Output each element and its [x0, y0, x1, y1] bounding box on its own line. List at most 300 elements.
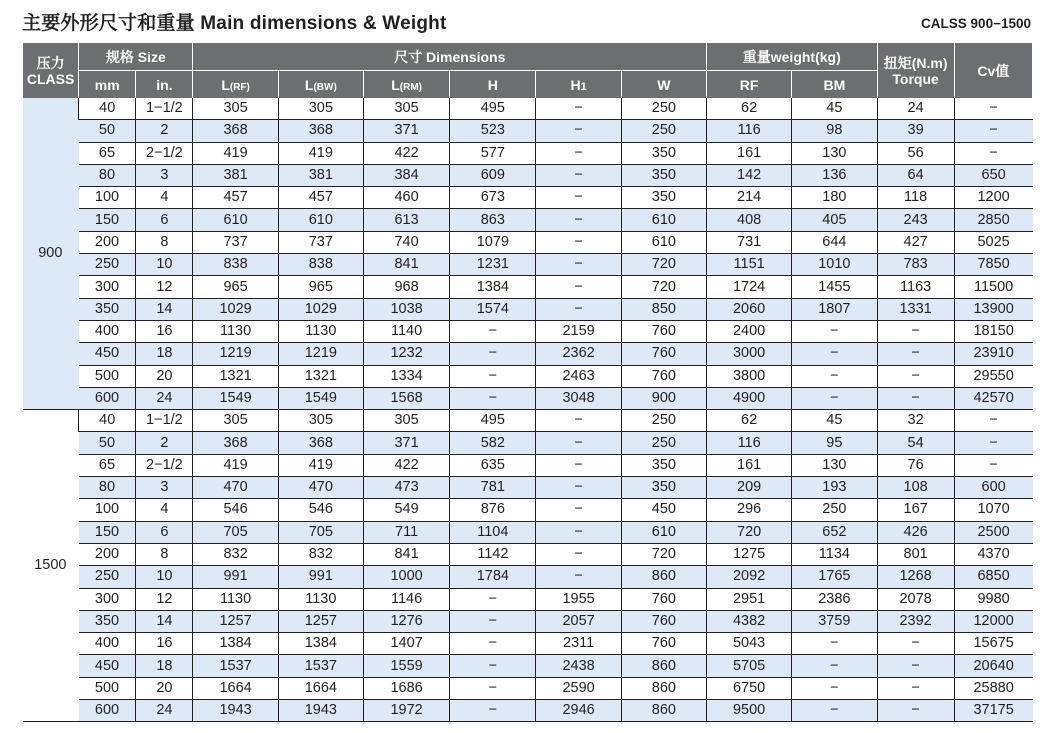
h-cell: 1574 — [450, 298, 536, 320]
size-in-cell: 18 — [136, 655, 193, 677]
l-rm-cell: 613 — [363, 209, 449, 231]
size-in-cell: 8 — [136, 231, 193, 253]
weight-rf-cell: 2060 — [707, 298, 792, 320]
weight-bm-cell: 2386 — [792, 588, 877, 610]
l-bw-cell: 705 — [278, 521, 363, 543]
size-in-cell: 2 — [136, 120, 193, 142]
weight-bm-cell: − — [792, 700, 877, 722]
w-cell: 860 — [621, 700, 706, 722]
class-header-cn: 压力 — [36, 54, 65, 71]
l-rm-cell: 740 — [363, 231, 449, 253]
size-in-cell: 12 — [136, 276, 193, 298]
table-row — [23, 633, 1033, 655]
h-cell: 495 — [450, 98, 536, 120]
weight-rf-cell: 62 — [707, 98, 792, 120]
weight-bm-cell: 130 — [792, 142, 877, 164]
l-rf-cell: 1257 — [193, 610, 278, 632]
class-cell: 1500 — [23, 410, 79, 722]
h-cell: − — [450, 633, 536, 655]
weight-rf-cell: 6750 — [707, 677, 792, 699]
l-rf-cell: 1130 — [193, 588, 278, 610]
table-row — [23, 454, 1033, 476]
torque-cell: 243 — [877, 209, 954, 231]
w-cell: 350 — [621, 454, 706, 476]
w-cell: 250 — [621, 98, 706, 120]
h-cell: 577 — [450, 142, 536, 164]
l-rf-cell: 838 — [193, 254, 278, 276]
h1-cell: − — [536, 410, 621, 432]
l-rm-cell: 422 — [363, 454, 449, 476]
size-in-cell: 18 — [136, 343, 193, 365]
weight-bm-cell: 193 — [792, 477, 877, 499]
l-bw-cell: 305 — [278, 98, 363, 120]
l-rm-cell: 473 — [363, 477, 449, 499]
l-rm-cell: 422 — [363, 142, 449, 164]
h1-cell: − — [536, 231, 621, 253]
size-in-cell: 4 — [136, 499, 193, 521]
l-rf-cell: 381 — [193, 164, 278, 186]
size-mm-cell: 200 — [79, 543, 136, 565]
size-in-cell: 20 — [136, 365, 193, 387]
h-cell: − — [450, 320, 536, 342]
h1-cell: 2057 — [536, 610, 621, 632]
h1-cell: − — [536, 164, 621, 186]
cv-cell: 600 — [954, 477, 1032, 499]
l-rm-sub: (RM) — [399, 81, 422, 93]
l-bw-cell: 1029 — [278, 298, 363, 320]
l-bw-cell: 1664 — [278, 677, 363, 699]
size-in-cell: 24 — [136, 387, 193, 409]
l-rf-cell: 1219 — [193, 343, 278, 365]
l-rf-cell: 1549 — [193, 387, 278, 409]
table-row — [23, 387, 1033, 409]
l-rm-cell: 371 — [363, 120, 449, 142]
weight-bm-cell: − — [792, 633, 877, 655]
l-rf-header — [193, 71, 278, 99]
h1-cell: 2946 — [536, 700, 621, 722]
h1-cell: − — [536, 209, 621, 231]
size-in-cell: 6 — [136, 209, 193, 231]
table-row — [23, 365, 1033, 387]
l-bw-cell: 419 — [278, 142, 363, 164]
l-rm-cell: 1232 — [363, 343, 449, 365]
weight-bm-cell: 652 — [792, 521, 877, 543]
h1-cell: 2463 — [536, 365, 621, 387]
h1-cell: − — [536, 543, 621, 565]
l-bw-cell: 965 — [278, 276, 363, 298]
cv-cell: 11500 — [954, 276, 1032, 298]
h-cell: 1104 — [450, 521, 536, 543]
l-rf-cell: 419 — [193, 454, 278, 476]
table-row — [23, 677, 1033, 699]
torque-cell: 24 — [877, 98, 954, 120]
weight-bm-cell: 1807 — [792, 298, 877, 320]
table-row — [23, 543, 1033, 565]
table-row — [23, 566, 1033, 588]
l-rm-cell: 549 — [363, 499, 449, 521]
weight-group-header: 重量weight(kg) — [707, 43, 878, 71]
size-mm-cell: 150 — [79, 521, 136, 543]
table-row — [23, 521, 1033, 543]
weight-rf-cell: 5043 — [707, 633, 792, 655]
l-bw-cell: 1943 — [278, 700, 363, 722]
h1-cell: 2438 — [536, 655, 621, 677]
weight-rf-cell: 5705 — [707, 655, 792, 677]
h-cell: 1384 — [450, 276, 536, 298]
weight-rf-cell: 296 — [707, 499, 792, 521]
h1-header — [536, 71, 621, 99]
size-in-cell: 2 — [136, 432, 193, 454]
torque-cell: 1331 — [877, 298, 954, 320]
w-cell: 760 — [621, 343, 706, 365]
w-cell: 760 — [621, 633, 706, 655]
table-row — [23, 320, 1033, 342]
w-cell: 250 — [621, 432, 706, 454]
weight-bm-cell: 250 — [792, 499, 877, 521]
table-row — [23, 209, 1033, 231]
torque-cell: − — [877, 633, 954, 655]
size-mm-cell: 400 — [79, 633, 136, 655]
w-cell: 850 — [621, 298, 706, 320]
h-cell: 1079 — [450, 231, 536, 253]
table-row — [23, 120, 1033, 142]
size-mm-cell: 350 — [79, 298, 136, 320]
torque-header-en: Torque — [892, 70, 939, 87]
w-cell: 450 — [621, 499, 706, 521]
torque-cell: 2392 — [877, 610, 954, 632]
torque-cell: 427 — [877, 231, 954, 253]
cv-cell: 23910 — [954, 343, 1032, 365]
table-row — [23, 98, 1033, 120]
l-rf-cell: 1321 — [193, 365, 278, 387]
h-cell: − — [450, 387, 536, 409]
l-rm-cell: 968 — [363, 276, 449, 298]
w-cell: 350 — [621, 142, 706, 164]
size-in-cell: 2−1/2 — [136, 454, 193, 476]
l-rf-cell: 1130 — [193, 320, 278, 342]
size-mm-cell: 40 — [79, 410, 136, 432]
h1-cell: − — [536, 499, 621, 521]
size-mm-cell: 400 — [79, 320, 136, 342]
table-row — [23, 343, 1033, 365]
l-rm-cell: 305 — [363, 98, 449, 120]
l-rm-cell: 711 — [363, 521, 449, 543]
l-rf-cell: 305 — [193, 410, 278, 432]
l-rm-cell: 460 — [363, 187, 449, 209]
weight-rf-cell: 161 — [707, 142, 792, 164]
h1-cell: 2311 — [536, 633, 621, 655]
l-rf-cell: 832 — [193, 543, 278, 565]
cv-cell: 1070 — [954, 499, 1032, 521]
page-title: 主要外形尺寸和重量 Main dimensions & Weight — [22, 13, 447, 34]
weight-bm-cell: − — [792, 320, 877, 342]
w-cell: 350 — [621, 164, 706, 186]
torque-cell: − — [877, 343, 954, 365]
l-bw-cell: 991 — [278, 566, 363, 588]
size-in-cell: 14 — [136, 298, 193, 320]
l-bw-cell: 1257 — [278, 610, 363, 632]
w-cell: 720 — [621, 254, 706, 276]
h1-cell: − — [536, 254, 621, 276]
table-row — [23, 231, 1033, 253]
l-rm-cell: 384 — [363, 164, 449, 186]
cv-cell: 29550 — [954, 365, 1032, 387]
weight-bm-cell: 136 — [792, 164, 877, 186]
weight-rf-cell: 3800 — [707, 365, 792, 387]
cv-cell: 2850 — [954, 209, 1032, 231]
table-body — [23, 98, 1033, 722]
w-cell: 610 — [621, 231, 706, 253]
l-rm-header — [363, 71, 449, 99]
size-in-cell: 4 — [136, 187, 193, 209]
weight-rf-cell: 209 — [707, 477, 792, 499]
w-cell: 900 — [621, 387, 706, 409]
table-row — [23, 655, 1033, 677]
cv-cell: − — [954, 120, 1032, 142]
table-row — [23, 610, 1033, 632]
weight-rf-cell: 408 — [707, 209, 792, 231]
l-bw-cell: 381 — [278, 164, 363, 186]
cv-cell: − — [954, 410, 1032, 432]
h1-cell: 1955 — [536, 588, 621, 610]
weight-bm-cell: 45 — [792, 410, 877, 432]
weight-bm-cell: 45 — [792, 98, 877, 120]
size-mm-cell: 500 — [79, 365, 136, 387]
cv-cell: 15675 — [954, 633, 1032, 655]
table-row — [23, 432, 1033, 454]
cv-cell: 7850 — [954, 254, 1032, 276]
weight-rf-cell: 9500 — [707, 700, 792, 722]
l-rm-cell: 841 — [363, 543, 449, 565]
size-mm-cell: 50 — [79, 120, 136, 142]
l-rf-cell: 737 — [193, 231, 278, 253]
table-row — [23, 254, 1033, 276]
size-in-cell: 1−1/2 — [136, 410, 193, 432]
size-in-cell: 12 — [136, 588, 193, 610]
h-cell: 781 — [450, 477, 536, 499]
weight-bm-cell: 98 — [792, 120, 877, 142]
l-bw-cell: 1549 — [278, 387, 363, 409]
table-row — [23, 700, 1033, 722]
weight-rf-cell: 720 — [707, 521, 792, 543]
size-mm-cell: 300 — [79, 588, 136, 610]
weight-rf-cell: 116 — [707, 120, 792, 142]
l-rf-sub: (RF) — [229, 81, 250, 93]
w-cell: 860 — [621, 677, 706, 699]
weight-rf-cell: 142 — [707, 164, 792, 186]
weight-bm-cell: 180 — [792, 187, 877, 209]
size-mm-cell: 100 — [79, 187, 136, 209]
cv-cell: − — [954, 432, 1032, 454]
torque-cell: 426 — [877, 521, 954, 543]
l-bw-cell: 546 — [278, 499, 363, 521]
cv-cell: 42570 — [954, 387, 1032, 409]
l-bw-sub: (BW) — [313, 81, 337, 93]
l-rf-cell: 368 — [193, 120, 278, 142]
l-rm-cell: 1568 — [363, 387, 449, 409]
torque-cell: − — [877, 387, 954, 409]
weight-rf-cell: 2400 — [707, 320, 792, 342]
h-header: H — [450, 71, 536, 99]
class-cell: 900 — [23, 98, 79, 410]
size-mm-cell: 600 — [79, 700, 136, 722]
h1-cell: − — [536, 98, 621, 120]
cv-cell: 12000 — [954, 610, 1032, 632]
cv-cell: 4370 — [954, 543, 1032, 565]
weight-rf-cell: 1724 — [707, 276, 792, 298]
l-rf-cell: 1029 — [193, 298, 278, 320]
table-row — [23, 477, 1033, 499]
weight-rf-cell: 1151 — [707, 254, 792, 276]
weight-bm-cell: − — [792, 343, 877, 365]
l-rf-cell: 610 — [193, 209, 278, 231]
size-mm-cell: 200 — [79, 231, 136, 253]
torque-cell: 76 — [877, 454, 954, 476]
size-in-cell: 16 — [136, 633, 193, 655]
w-cell: 350 — [621, 187, 706, 209]
weight-bm-cell: 130 — [792, 454, 877, 476]
cv-cell: 13900 — [954, 298, 1032, 320]
cv-cell: 6850 — [954, 566, 1032, 588]
l-rm-cell: 305 — [363, 410, 449, 432]
weight-bm-cell: 1010 — [792, 254, 877, 276]
size-mm-cell: 350 — [79, 610, 136, 632]
cv-cell: 1200 — [954, 187, 1032, 209]
l-rf-cell: 368 — [193, 432, 278, 454]
size-mm-cell: 450 — [79, 655, 136, 677]
l-bw-cell: 457 — [278, 187, 363, 209]
dimensions-group-header: 尺寸 Dimensions — [193, 43, 707, 71]
l-rm-cell: 371 — [363, 432, 449, 454]
w-cell: 720 — [621, 543, 706, 565]
weight-bm-cell: 1455 — [792, 276, 877, 298]
weight-rf-cell: 161 — [707, 454, 792, 476]
weight-rf-cell: 116 — [707, 432, 792, 454]
size-in-cell: 10 — [136, 566, 193, 588]
l-rm-cell: 841 — [363, 254, 449, 276]
h-cell: 582 — [450, 432, 536, 454]
h-cell: 673 — [450, 187, 536, 209]
weight-rf-cell: 3000 — [707, 343, 792, 365]
torque-cell: 64 — [877, 164, 954, 186]
cv-cell: 25880 — [954, 677, 1032, 699]
l-bw-cell: 470 — [278, 477, 363, 499]
h1-cell: − — [536, 142, 621, 164]
h-cell: − — [450, 343, 536, 365]
w-cell: 760 — [621, 588, 706, 610]
h1-cell: − — [536, 298, 621, 320]
w-cell: 860 — [621, 655, 706, 677]
torque-cell: 2078 — [877, 588, 954, 610]
w-cell: 250 — [621, 410, 706, 432]
cv-cell: − — [954, 98, 1032, 120]
size-mm-cell: 600 — [79, 387, 136, 409]
h-cell: − — [450, 677, 536, 699]
size-in-cell: 20 — [136, 677, 193, 699]
size-mm-cell: 80 — [79, 164, 136, 186]
weight-rf-cell: 2092 — [707, 566, 792, 588]
cv-cell: 18150 — [954, 320, 1032, 342]
weight-bm-cell: − — [792, 655, 877, 677]
size-group-header: 规格 Size — [79, 43, 193, 71]
size-mm-cell: 450 — [79, 343, 136, 365]
l-bw-cell: 1537 — [278, 655, 363, 677]
l-rf-cell: 991 — [193, 566, 278, 588]
h-cell: − — [450, 700, 536, 722]
h1-cell: 2159 — [536, 320, 621, 342]
l-rf-cell: 1384 — [193, 633, 278, 655]
h1-cell: 3048 — [536, 387, 621, 409]
bm-header: BM — [792, 71, 877, 99]
torque-cell: − — [877, 655, 954, 677]
l-rf-main: L — [221, 76, 230, 93]
l-bw-cell: 1130 — [278, 588, 363, 610]
torque-header — [877, 43, 954, 98]
l-rm-cell: 1334 — [363, 365, 449, 387]
class-header-en: CLASS — [26, 70, 75, 87]
h-cell: 495 — [450, 410, 536, 432]
size-in-cell: 3 — [136, 477, 193, 499]
l-rf-cell: 1943 — [193, 700, 278, 722]
cv-cell: − — [954, 142, 1032, 164]
torque-cell: 56 — [877, 142, 954, 164]
h-cell: − — [450, 588, 536, 610]
cv-cell: 20640 — [954, 655, 1032, 677]
torque-cell: 1163 — [877, 276, 954, 298]
l-rm-cell: 1407 — [363, 633, 449, 655]
size-in-cell: 14 — [136, 610, 193, 632]
l-rm-cell: 1000 — [363, 566, 449, 588]
l-rm-cell: 1686 — [363, 677, 449, 699]
size-mm-cell: 65 — [79, 454, 136, 476]
h-cell: 635 — [450, 454, 536, 476]
size-mm-cell: 250 — [79, 254, 136, 276]
table-row — [23, 499, 1033, 521]
h1-cell: 2590 — [536, 677, 621, 699]
h1-cell: − — [536, 454, 621, 476]
weight-bm-cell: − — [792, 677, 877, 699]
l-bw-cell: 1384 — [278, 633, 363, 655]
mm-header: mm — [79, 71, 136, 99]
torque-cell: 167 — [877, 499, 954, 521]
torque-cell: 783 — [877, 254, 954, 276]
cv-cell: − — [954, 454, 1032, 476]
cv-header: Cv值 — [954, 43, 1032, 98]
w-cell: 610 — [621, 209, 706, 231]
torque-cell: − — [877, 700, 954, 722]
size-mm-cell: 300 — [79, 276, 136, 298]
weight-rf-cell: 4900 — [707, 387, 792, 409]
cv-cell: 5025 — [954, 231, 1032, 253]
l-rf-cell: 965 — [193, 276, 278, 298]
weight-rf-cell: 1275 — [707, 543, 792, 565]
l-bw-cell: 1219 — [278, 343, 363, 365]
weight-rf-cell: 62 — [707, 410, 792, 432]
h-cell: − — [450, 365, 536, 387]
h-cell: 609 — [450, 164, 536, 186]
dimensions-weight-table — [22, 43, 1033, 722]
weight-bm-cell: 3759 — [792, 610, 877, 632]
h-cell: − — [450, 655, 536, 677]
size-mm-cell: 80 — [79, 477, 136, 499]
h1-main: H — [570, 76, 581, 93]
l-rm-main: L — [391, 76, 400, 93]
weight-rf-cell: 2951 — [707, 588, 792, 610]
l-rf-cell: 1537 — [193, 655, 278, 677]
torque-cell: 54 — [877, 432, 954, 454]
h1-cell: − — [536, 120, 621, 142]
weight-bm-cell: 405 — [792, 209, 877, 231]
